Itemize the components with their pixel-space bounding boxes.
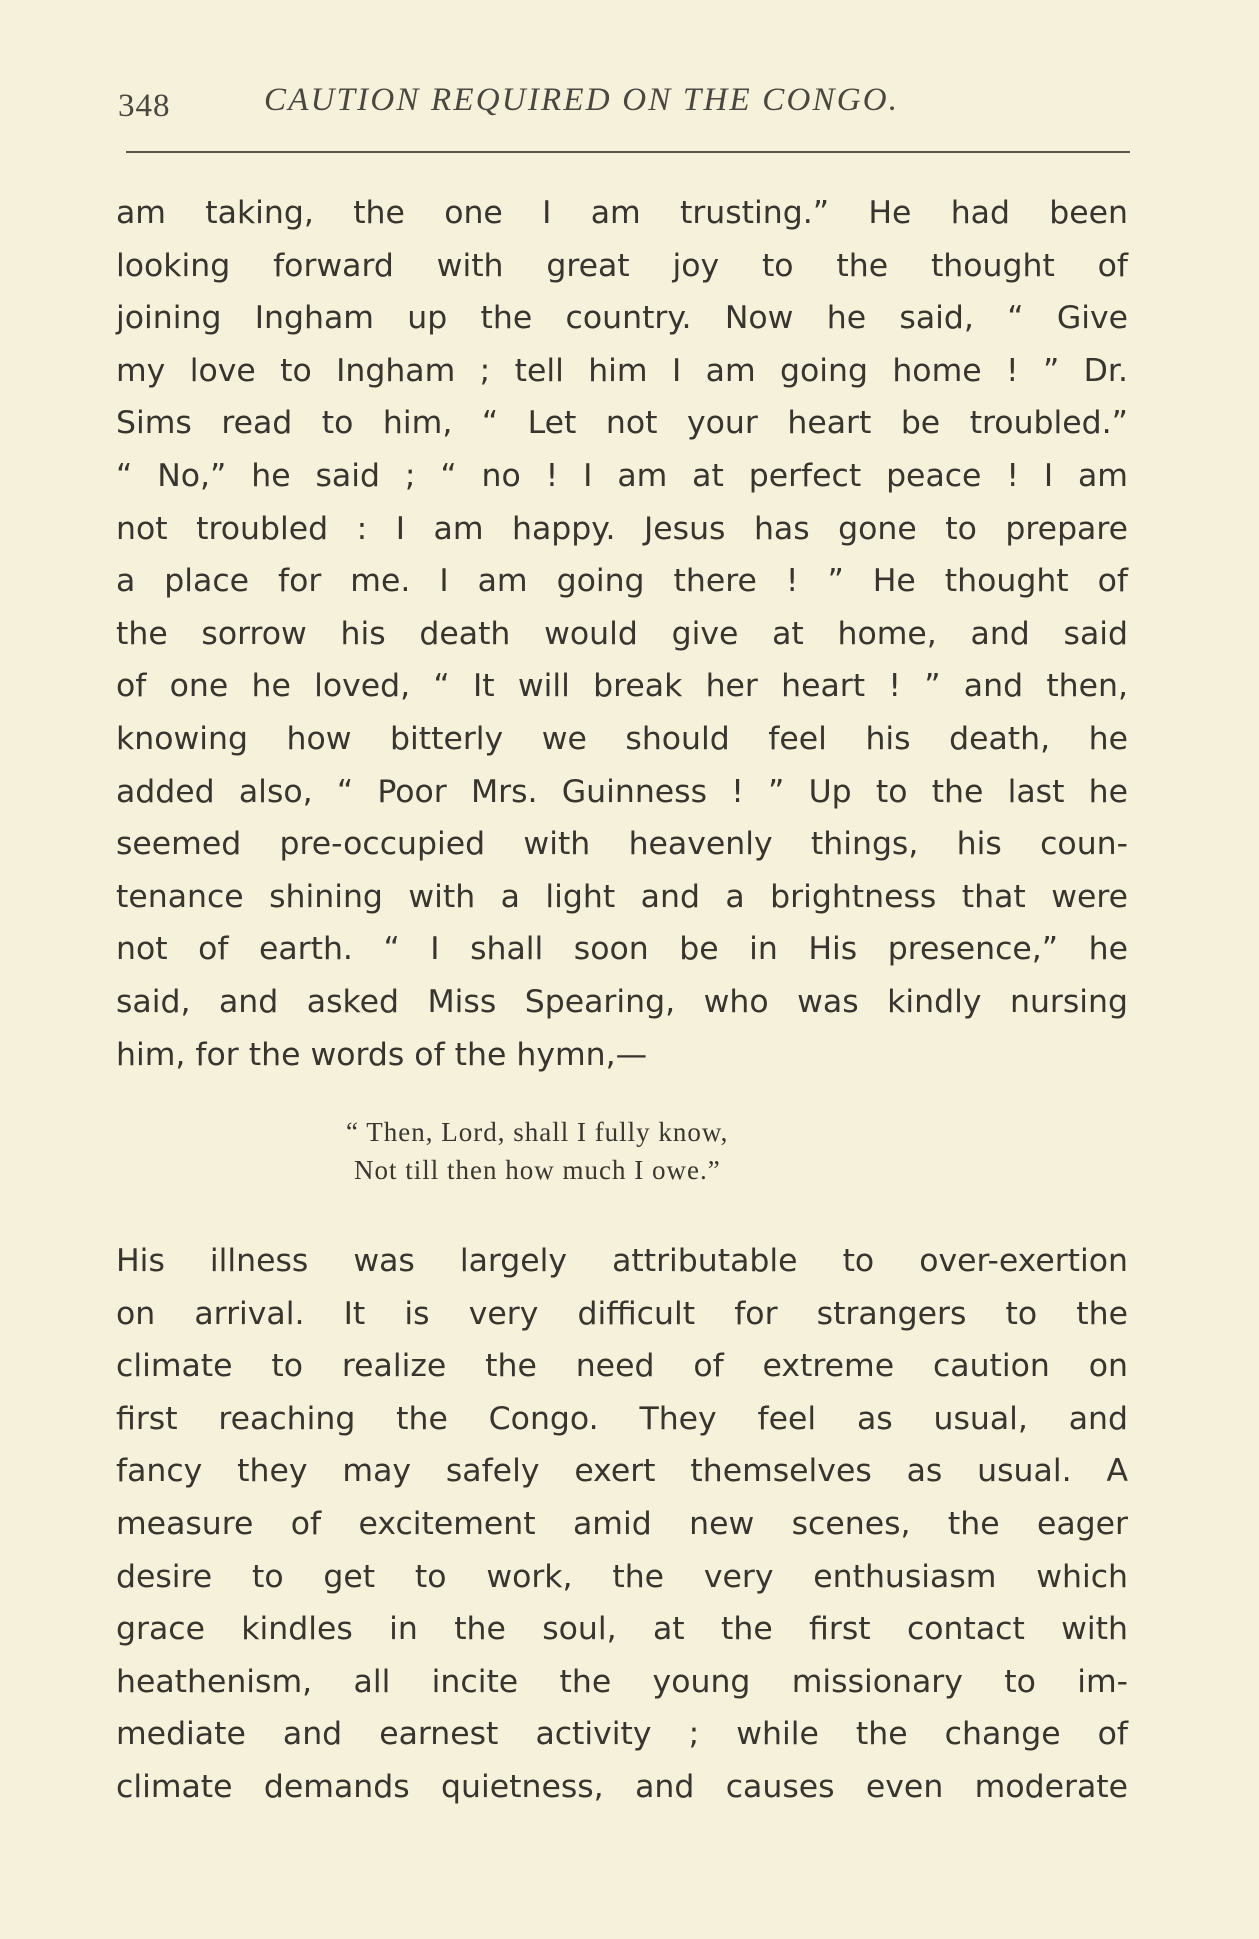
text-line: fancy they may safely exert themselves as usual. A [116,1453,1128,1490]
text-line: am taking, the one I am trusting.” He had been [116,195,1128,231]
text-line: first reaching the Congo. They feel as usual, and [116,1400,1128,1437]
text-line: measure of excitement amid new scenes, the eager [116,1505,1128,1542]
text-line: grace kindles in the soul, at the first contact with [116,1611,1128,1648]
paragraph-2 [116,1235,1128,1814]
text-line: joining Ingham up the country. Now he said, “ Give [116,300,1128,337]
text-line: climate to realize the need of extreme caution on [116,1348,1128,1385]
text-line: seemed pre-occupied with heavenly things, his coun- [116,826,1128,863]
text-line: of one he loved, “ It will break her heart ! ” and then, [116,668,1128,705]
text-line: desire to get to work, the very enthusiasm which [116,1558,1128,1595]
text-line: not troubled : I am happy. Jesus has gone to prepare [116,510,1128,547]
text-line: not of earth. “ I shall soon be in His presence,” he [116,931,1128,968]
header-rule [126,151,1130,153]
text-line: “ No,” he said ; “ no ! I am at perfect peace ! I am [116,457,1128,494]
page-number: 348 [118,88,171,124]
page-header [118,82,1130,126]
hymn-quote [346,1113,906,1189]
text-line: His illness was largely attributable to over-exertion [116,1243,1128,1279]
quote-line: Not till then how much I owe.” [354,1155,721,1185]
text-line: said, and asked Miss Spearing, who was kindly nursing [116,983,1128,1020]
text-line: looking forward with great joy to the thought of [116,247,1128,284]
text-line: climate demands quietness, and causes even moderate [116,1768,1128,1805]
text-line: added also, “ Poor Mrs. Guinness ! ” Up to the last he [116,773,1128,810]
text-line: him, for the words of the hymn,— [116,1036,648,1073]
text-line: heathenism, all incite the young missionary to im- [116,1663,1128,1700]
running-title: CAUTION REQUIRED ON THE CONGO. [264,82,900,118]
paragraph-1 [116,187,1128,1081]
text-line: the sorrow his death would give at home, and said [116,615,1128,652]
text-line: knowing how bitterly we should feel his death, he [116,720,1128,757]
quote-line: “ Then, Lord, shall I fully know, [346,1117,729,1147]
text-line: my love to Ingham ; tell him I am going home ! ” Dr. [116,352,1128,389]
text-line: Sims read to him, “ Let not your heart be troubled.” [116,405,1128,442]
text-line: a place for me. I am going there ! ” He thought of [116,563,1128,600]
text-line: on arrival. It is very difficult for strangers to the [116,1295,1128,1332]
text-line: tenance shining with a light and a brightness that were [116,878,1128,915]
text-line: mediate and earnest activity ; while the change of [116,1716,1128,1753]
